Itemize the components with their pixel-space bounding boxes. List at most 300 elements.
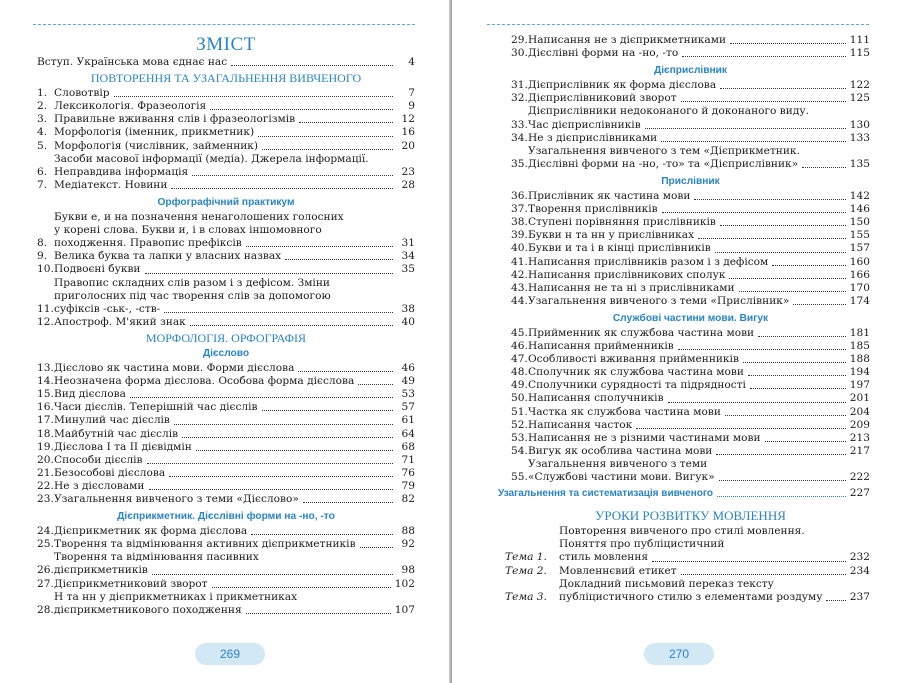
entry-number: 23.: [37, 493, 54, 505]
toc-entry[interactable]: [505, 525, 870, 564]
dot-leader: [758, 336, 846, 337]
dot-leader: [681, 101, 846, 102]
toc-entry[interactable]: [37, 87, 415, 100]
entry-page: 157: [849, 242, 870, 255]
entry-title: походження. Правопис префіксів: [54, 237, 242, 250]
entry-text-line: Букви е, и на позначення ненаголошених голосних: [54, 211, 344, 224]
entry-page: 68: [401, 440, 415, 453]
entry-number: 48.: [511, 366, 528, 379]
entry-page: 102: [394, 577, 415, 590]
entry-title: публіцистичного стилю з елементами роздуму: [559, 590, 823, 603]
dot-leader: [715, 252, 846, 253]
entry-number: 1.: [37, 87, 48, 100]
entry-title: Медіатекст. Новини: [54, 178, 168, 191]
entry-page: 155: [849, 229, 870, 242]
entry-number: 38.: [511, 216, 528, 229]
entry-number: 54.: [511, 444, 528, 457]
entry-title: Лексикологія. Фразеологія: [54, 100, 207, 113]
toc-entry[interactable]: [37, 467, 415, 480]
entry-text-line: Узагальнення вивченого з теми: [528, 457, 708, 470]
entry-title: Часи дієслів. Теперішній час дієслів: [54, 401, 258, 414]
entry-page: 197: [849, 379, 870, 392]
entry-text-line: у корені слова. Букви и, і в словах іншомовного: [54, 224, 322, 237]
section-heading: МОРФОЛОГІЯ. ОРФОГРАФІЯ: [145, 330, 307, 345]
toc-list: [37, 87, 415, 192]
toc-entry[interactable]: [511, 47, 870, 60]
dot-leader: [750, 388, 846, 389]
entry-page: 142: [849, 190, 870, 203]
dot-leader: [636, 428, 846, 429]
toc-entry[interactable]: [511, 256, 870, 269]
toc-list: [37, 211, 415, 329]
entry-number: 30.: [511, 47, 528, 60]
entry-page: 38: [401, 302, 415, 315]
entry-title: Морфологія (числівник, займенник): [54, 139, 259, 152]
entry-page: 23: [401, 165, 415, 178]
section-subheading: Орфографічний практикум: [157, 196, 295, 208]
entry-number: 34.: [511, 131, 528, 144]
toc-entry[interactable]: [37, 441, 415, 454]
toc-entry[interactable]: [505, 578, 870, 604]
dot-leader: [360, 547, 393, 548]
entry-page: 194: [849, 366, 870, 379]
dot-leader: [652, 561, 846, 562]
entry-title: Вигук як особлива частина мови: [528, 444, 713, 457]
entry-number: 5.: [37, 139, 48, 152]
dot-leader: [682, 56, 846, 57]
entry-number: Тема 3.: [505, 590, 547, 603]
dot-leader: [716, 454, 845, 455]
entry-page: 222: [849, 471, 870, 483]
entry-title: Вид дієслова: [54, 388, 126, 401]
entry-number: 33.: [511, 118, 528, 131]
toc-entry[interactable]: [511, 340, 870, 353]
dot-leader: [212, 587, 391, 588]
dot-leader: [802, 167, 846, 168]
dot-leader: [772, 265, 846, 266]
toc-entry[interactable]: [511, 92, 870, 105]
entry-page: 185: [849, 340, 870, 353]
entry-text-line: Узагальнення вивченого з тем «Дієприкметник.: [528, 144, 800, 157]
dot-leader: [114, 96, 393, 97]
toc-entry[interactable]: [511, 282, 870, 295]
entry-title: Написання часток: [528, 418, 633, 431]
entry-number: 29.: [511, 34, 528, 46]
entry-number: 9.: [37, 250, 48, 263]
section-subheading: Дієприслівник: [653, 65, 728, 77]
toc-entry[interactable]: [37, 362, 415, 375]
toc-entry-summary[interactable]: Узагальнення та систематизація вивченого 227: [498, 487, 870, 500]
entry-number: 17.: [37, 414, 54, 427]
entry-title: Час дієприслівників: [528, 118, 641, 131]
right-page: [452, 0, 904, 683]
dot-leader: [793, 304, 845, 305]
dot-leader: [661, 141, 846, 142]
entry-title: Написання сполучників: [528, 392, 664, 405]
entry-page: 174: [849, 294, 870, 307]
entry-title: Правильне вживання слів і фразеологізмів: [54, 113, 296, 126]
entry-page: 12: [401, 113, 415, 126]
entry-page: 170: [849, 281, 870, 294]
entry-page: 98: [401, 564, 415, 577]
dot-leader: [645, 128, 846, 129]
entry-number: 44.: [511, 294, 528, 307]
entry-title: Сполучник як службова частина мови: [528, 366, 744, 379]
entry-number: 26.: [37, 564, 54, 577]
entry-page: 166: [849, 268, 870, 281]
entry-title: Написання не з різними частинами мови: [528, 431, 761, 444]
entry-number: 20.: [37, 453, 54, 466]
toc-entry[interactable]: [37, 493, 415, 506]
entry-number: 39.: [511, 229, 528, 242]
dot-leader: [174, 424, 393, 425]
toc-entry[interactable]: [511, 392, 870, 405]
entry-number: 45.: [511, 326, 528, 339]
entry-title: Неозначена форма дієслова. Особова форма дієслова: [54, 375, 355, 388]
entry-number: 41.: [511, 255, 528, 268]
toc-entry[interactable]: [37, 316, 415, 329]
dot-leader: [196, 450, 393, 451]
toc-entry[interactable]: [511, 145, 870, 171]
page-title: ЗМІСТ: [196, 34, 256, 55]
entry-title: Ступені порівняння прислівників: [528, 216, 716, 229]
entry-title: Дієслівні форми на -но, -то: [528, 47, 679, 60]
dot-leader: [678, 349, 846, 350]
entry-title: Мовленнєвий етикет: [559, 564, 677, 577]
toc-entry[interactable]: [511, 366, 870, 379]
toc-list: [511, 327, 870, 484]
entry-text-line: Докладний письмовий переказ тексту: [559, 577, 774, 590]
toc-entry[interactable]: [37, 140, 415, 153]
toc-entry[interactable]: [37, 179, 415, 192]
entry-page: 79: [401, 479, 415, 492]
entry-text-line: Дієприслівники недоконаного й доконаного виду.: [528, 105, 809, 118]
entry-title: Букви н та нн у прислівниках: [528, 229, 695, 242]
dot-leader: [192, 175, 393, 176]
toc-entry[interactable]: [37, 591, 415, 617]
section-subheading: Дієприкметник. Дієслівні форми на -но, -то: [117, 511, 335, 523]
entry-page: 53: [401, 388, 415, 401]
dot-leader: [739, 291, 846, 292]
entry-number: 21.: [37, 466, 54, 479]
dot-leader: [668, 402, 846, 403]
dot-leader: [262, 149, 393, 150]
toc-entry[interactable]: [511, 203, 870, 216]
toc-entry[interactable]: [37, 277, 415, 316]
entry-page: 213: [849, 431, 870, 444]
dot-leader: [246, 246, 393, 247]
entry-title: дієприкметникового походження: [54, 603, 242, 616]
entry-text-line: Н та нн у дієприкметниках і прикметниках: [54, 590, 298, 603]
entry-title: Неправдива інформація: [54, 165, 189, 178]
dot-leader: [719, 480, 846, 481]
page-number: 269: [195, 643, 265, 665]
toc-entry[interactable]: [37, 578, 415, 591]
entry-number: 4.: [37, 126, 48, 139]
toc-entry[interactable]: [511, 432, 870, 445]
toc-entry[interactable]: [37, 126, 415, 139]
dot-leader: [182, 437, 393, 438]
entry-page: 71: [401, 453, 415, 466]
entry-title: Дієприкметниковий зворот: [54, 577, 208, 590]
entry-page: 49: [401, 375, 415, 388]
toc-entry[interactable]: [511, 229, 870, 242]
dot-leader: [164, 312, 393, 313]
entry-title: Не з дієсловами: [54, 479, 145, 492]
entry-number: 15.: [37, 388, 54, 401]
dot-leader: [190, 325, 393, 326]
entry-number: 8.: [37, 237, 48, 250]
entry-title: Прийменник як службова частина мови: [528, 326, 755, 339]
dot-leader: [147, 463, 393, 464]
toc-entry[interactable]: [37, 551, 415, 577]
entry-page: 234: [849, 564, 870, 577]
toc-entry[interactable]: [511, 445, 870, 458]
dot-leader: [720, 225, 846, 226]
toc-entry[interactable]: [505, 565, 870, 578]
toc-entry[interactable]: [37, 250, 415, 263]
toc-entry[interactable]: [511, 295, 870, 308]
entry-title: Узагальнення вивченого з теми «Прислівник»: [528, 294, 790, 307]
entry-number: Тема 1.: [505, 551, 547, 564]
toc-entry[interactable]: [37, 153, 415, 179]
entry-number: 18.: [37, 427, 54, 440]
entry-number: 37.: [511, 203, 528, 216]
toc-left: [37, 34, 415, 617]
entry-page: 82: [401, 493, 415, 505]
dot-leader: [765, 441, 846, 442]
entry-number: 7.: [37, 178, 48, 191]
entry-title: Написання не та ні з прислівниками: [528, 281, 735, 294]
entry-title: «Службові частини мови. Вигук»: [528, 471, 715, 483]
entry-page: 76: [401, 466, 415, 479]
entry-number: 14.: [37, 375, 54, 388]
entry-title: стиль мовлення: [559, 551, 649, 564]
entry-title: Подвоєні букви: [54, 263, 141, 276]
entry-number: 43.: [511, 281, 528, 294]
entry-page: 64: [401, 427, 415, 440]
toc-entry-intro[interactable]: Вступ. Українська мова єднає нас 4: [37, 56, 415, 68]
entry-title: Написання прийменників: [528, 340, 674, 353]
entry-title: Творення прислівників: [528, 203, 658, 216]
toc-entry[interactable]: [37, 414, 415, 427]
entry-page: 20: [401, 139, 415, 152]
entry-number: 40.: [511, 242, 528, 255]
entry-title: Способи дієслів: [54, 453, 143, 466]
dot-leader: [210, 109, 393, 110]
toc-entry[interactable]: [37, 538, 415, 551]
dot-leader: [826, 600, 845, 601]
toc-list: [37, 525, 415, 617]
toc-list: [505, 525, 870, 604]
dot-leader: [149, 489, 394, 490]
entry-title: Дієприслівник як форма дієслова: [528, 79, 717, 92]
entry-text-line: Засоби масової інформації (медіа). Джерела інформації.: [54, 152, 369, 165]
entry-number: 53.: [511, 431, 528, 444]
entry-number: 46.: [511, 340, 528, 353]
entry-title: Особливості вживання прийменників: [528, 353, 739, 366]
entry-number: 50.: [511, 392, 528, 405]
toc-entry[interactable]: [37, 388, 415, 401]
entry-page: 46: [401, 362, 415, 375]
entry-number: 11.: [37, 302, 54, 315]
top-divider: [487, 24, 869, 25]
toc-entry[interactable]: [511, 379, 870, 392]
entry-title: Велика буква та лапки у власних назвах: [54, 250, 282, 263]
toc-entry[interactable]: [511, 242, 870, 255]
toc-right: [498, 34, 870, 604]
toc-entry[interactable]: [37, 211, 415, 250]
entry-page: 150: [849, 216, 870, 229]
entry-title: Частка як службова частина мови: [528, 405, 721, 418]
entry-page: 133: [849, 131, 870, 144]
toc-entry[interactable]: [511, 269, 870, 282]
toc-entry[interactable]: [511, 34, 870, 47]
entry-number: 24.: [37, 525, 54, 538]
entry-page: 34: [401, 250, 415, 263]
entry-page: 204: [849, 405, 870, 418]
entry-number: 3.: [37, 113, 48, 126]
dot-leader: [694, 199, 845, 200]
entry-page: 92: [401, 538, 415, 551]
dot-leader: [251, 534, 393, 535]
entry-title: Майбутній час дієслів: [54, 427, 179, 440]
toc-entry[interactable]: [37, 401, 415, 414]
entry-number: 22.: [37, 479, 54, 492]
toc-entry[interactable]: [37, 480, 415, 493]
toc-entry[interactable]: [37, 113, 415, 126]
dot-leader: [720, 88, 846, 89]
entry-number: 52.: [511, 418, 528, 431]
entry-text-line: Повторення вивченого про стилі мовлення.: [559, 525, 805, 538]
entry-page: 201: [849, 392, 870, 405]
dot-leader: [662, 212, 846, 213]
entry-text-line: Творення та відмінювання пасивних: [54, 551, 259, 564]
dot-leader: [169, 476, 393, 477]
entry-page: 7: [408, 87, 415, 100]
toc-entry[interactable]: [511, 190, 870, 203]
dot-leader: [681, 574, 846, 575]
entry-page: 217: [849, 444, 870, 457]
top-divider: [33, 24, 415, 25]
entry-page: 9: [408, 100, 415, 113]
entry-number: 55.: [511, 471, 528, 483]
entry-page: 122: [849, 79, 870, 92]
entry-number: 13.: [37, 362, 54, 375]
entry-number: Тема 2.: [505, 564, 547, 577]
toc-entry[interactable]: [37, 100, 415, 113]
dot-leader: [743, 362, 846, 363]
entry-title: Прислівник як частина мови: [528, 190, 691, 203]
entry-title: Сполучники сурядності та підрядності: [528, 379, 746, 392]
entry-page: 125: [849, 92, 870, 105]
entry-page: 146: [849, 203, 870, 216]
entry-page: 16: [401, 126, 415, 139]
entry-page: 40: [401, 315, 415, 328]
entry-text-line: приголосних під час творення слів за допомогою: [54, 289, 331, 302]
section-subheading: Дієслово: [202, 347, 250, 359]
toc-entry[interactable]: [37, 375, 415, 388]
entry-title: Написання не з дієприкметниками: [528, 34, 727, 46]
section-subheading: Прислівник: [661, 175, 720, 187]
dot-leader: [729, 278, 845, 279]
entry-number: 6.: [37, 165, 48, 178]
entry-number: 27.: [37, 577, 54, 590]
toc-list: [511, 79, 870, 171]
entry-title: Морфологія (іменник, прикметник): [54, 126, 255, 139]
dot-leader: [152, 574, 393, 575]
entry-number: 49.: [511, 379, 528, 392]
dot-leader: [358, 384, 393, 385]
dot-leader: [730, 43, 846, 44]
dot-leader: [262, 410, 393, 411]
entry-page: 31: [401, 237, 415, 250]
entry-title: дієприкметників: [54, 564, 148, 577]
toc-list: [37, 362, 415, 506]
entry-page: 232: [849, 551, 870, 564]
section-subheading: Службові частини мови. Вигук: [612, 312, 769, 324]
toc-list: [511, 190, 870, 308]
entry-page: 135: [849, 157, 870, 170]
entry-title: Минулий час дієслів: [54, 414, 170, 427]
toc-entry[interactable]: [511, 406, 870, 419]
entry-number: 32.: [511, 92, 528, 105]
entry-title: Букви и та і в кінці прислівників: [528, 242, 711, 255]
entry-text-line: Поняття про публіцистичний: [559, 538, 725, 551]
page-number: 270: [644, 643, 714, 665]
entry-page: 188: [849, 353, 870, 366]
dot-leader: [303, 502, 393, 503]
entry-title: Апостроф. М'який знак: [54, 315, 186, 328]
toc-entry[interactable]: [511, 216, 870, 229]
entry-page: 28: [401, 178, 415, 191]
toc-entry[interactable]: [511, 79, 870, 92]
entry-number: 47.: [511, 353, 528, 366]
entry-title: Дієприслівниковий зворот: [528, 92, 677, 105]
entry-number: 42.: [511, 268, 528, 281]
toc-entry[interactable]: [511, 132, 870, 145]
entry-title: Написання прислівників разом і з дефісом: [528, 255, 769, 268]
toc-entry[interactable]: [511, 419, 870, 432]
toc-entry[interactable]: [511, 458, 870, 484]
dot-leader: [299, 122, 393, 123]
dot-leader: [258, 136, 393, 137]
entry-title: суфіксів -ськ-, -ств-: [54, 302, 161, 315]
toc-list: [511, 34, 870, 60]
entry-number: 28.: [37, 603, 54, 616]
toc-entry[interactable]: [37, 454, 415, 467]
toc-entry[interactable]: [37, 525, 415, 538]
dot-leader: [145, 273, 394, 274]
toc-entry[interactable]: [37, 263, 415, 276]
entry-page: 35: [401, 263, 415, 276]
entry-page: 57: [401, 401, 415, 414]
dot-leader: [725, 415, 846, 416]
toc-entry[interactable]: [37, 428, 415, 441]
entry-title: Словотвір: [54, 87, 110, 100]
dot-leader: [246, 613, 391, 614]
toc-entry[interactable]: [511, 105, 870, 131]
entry-title: Дієприкметник як форма дієслова: [54, 525, 248, 538]
toc-entry[interactable]: [511, 327, 870, 340]
entry-page: 88: [401, 525, 415, 538]
entry-page: 181: [849, 326, 870, 339]
entry-title: Дієслова I та II дієвідмін: [54, 440, 192, 453]
entry-page: 209: [849, 418, 870, 431]
entry-title: Написання прислівникових сполук: [528, 268, 726, 281]
toc-entry[interactable]: [511, 353, 870, 366]
dot-leader: [748, 375, 846, 376]
